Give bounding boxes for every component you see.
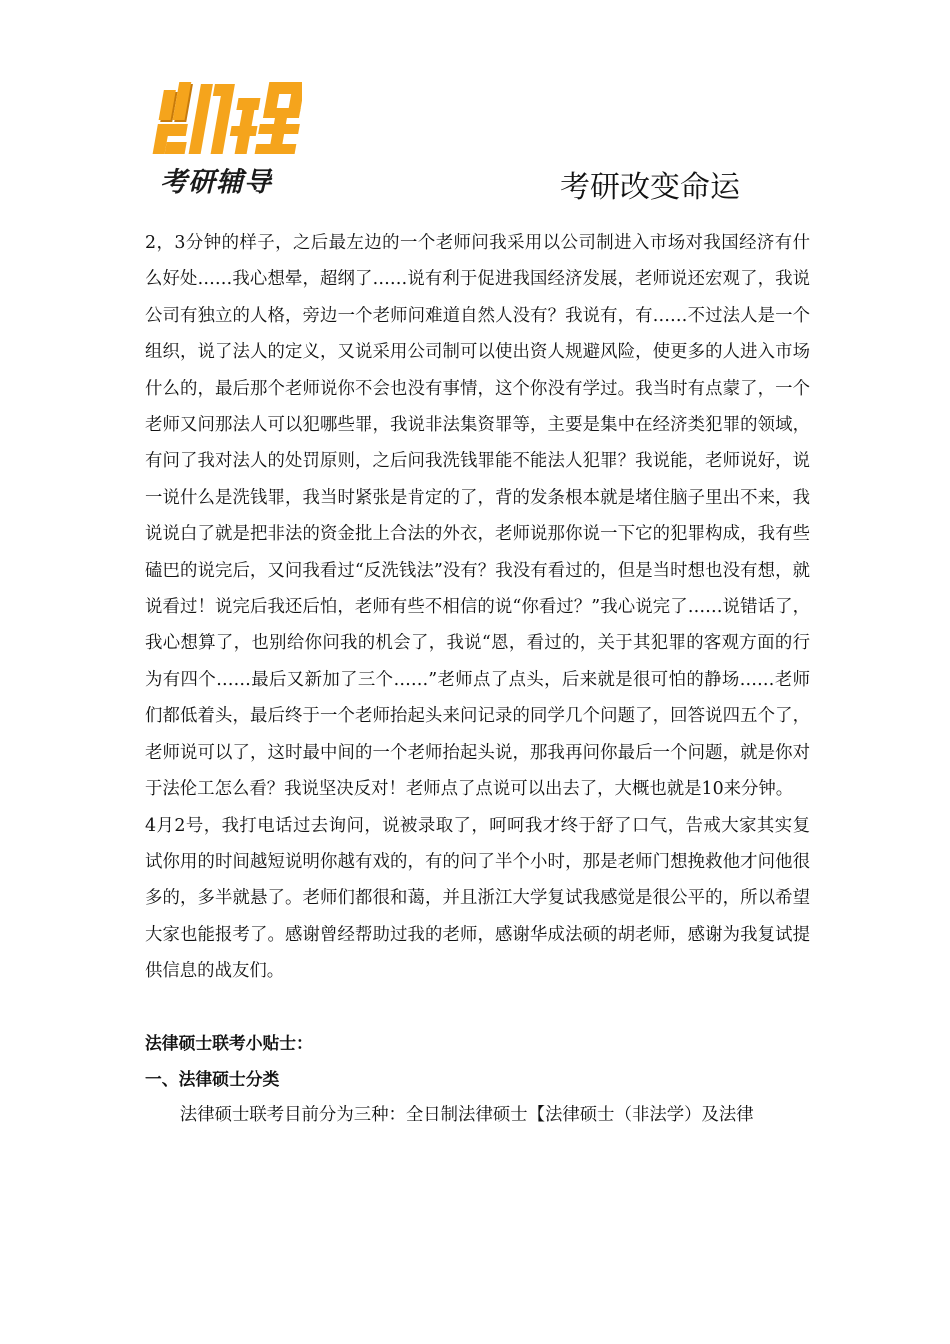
paragraph-result: 4月2号，我打电话过去询问，说被录取了，呵呵我才终于舒了口气，告戒大家其实复试你用的时间越短说明你越有戏的，有的问了半个小时，那是老师门想挽救他才问他很多的，多半就悬了。老师们都很和蔼，并且浙江大学复试我感觉是很公平的，所以希望大家也能报考了。感谢曾经帮助过我的老师，感谢华成法硕的胡老师，感谢为我复试提供信息的战友们。: [145, 815, 810, 982]
tips-heading: 法律硕士联考小贴士：: [145, 1032, 313, 1053]
paragraph-interview-account: 2，3分钟的样子，之后最左边的一个老师问我采用以公司制进入市场对我国经济有什么好处……我心想晕，超纲了……说有利于促进我国经济发展，老师说还宏观了，我说公司有独立的人格，旁边一个老师问难道自然人没有？我说有，有……不过法人是一个组织，说了法人的定义，又说采用公司制可以使出资人规避风险，使更多的人进入市场什么的，最后那个老师说你不会也没有事情，这个你没有学过。我当时有点蒙了，一个老师又问那法人可以犯哪些罪，我说非法集资罪等，主要是集中在经济类犯罪的领域，有问了我对法人的处罚原则，之后问我洗钱罪能不能法人犯罪？我说能，老师说好，说一说什么是洗钱罪，我当时紧张是肯定的了，背的发条根本就是堵住脑子里出不来，我说说白了就是把非法的资金批上合法的外衣，老师说那你说一下它的犯罪构成，我有些磕巴的说完后，又问我看过“反洗钱法”没有？我没有看过的，但是当时想也没有想，就说看过！说完后我还后怕，老师有些不相信的说“你看过？”我心说完了……说错话了，我心想算了，也别给你问我的机会了，我说“恩，看过的，关于其犯罪的客观方面的行为有四个……最后又新加了三个……”老师点了点头，后来就是很可怕的静场……老师们都低着头，最后终于一个老师抬起头来问记录的同学几个问题了，回答说四五个了，老师说可以了，这时最中间的一个老师抬起头说，那我再问你最后一个问题，就是你对于法伦工怎么看？我说坚决反对！老师点了点说可以出去了，大概也就是10来分钟。: [145, 233, 810, 800]
logo-subtitle: 考研辅导: [160, 167, 272, 198]
brand-logo: [152, 78, 302, 196]
document-body: [145, 225, 810, 1134]
slogan: 考研改变命运: [560, 170, 740, 205]
section-heading-classification: 一、法律硕士分类: [145, 1068, 280, 1089]
paragraph-classification: 法律硕士联考目前分为三种：全日制法律硕士【法律硕士（非法学）及法律: [179, 1105, 754, 1126]
logo-mark: [152, 78, 302, 160]
